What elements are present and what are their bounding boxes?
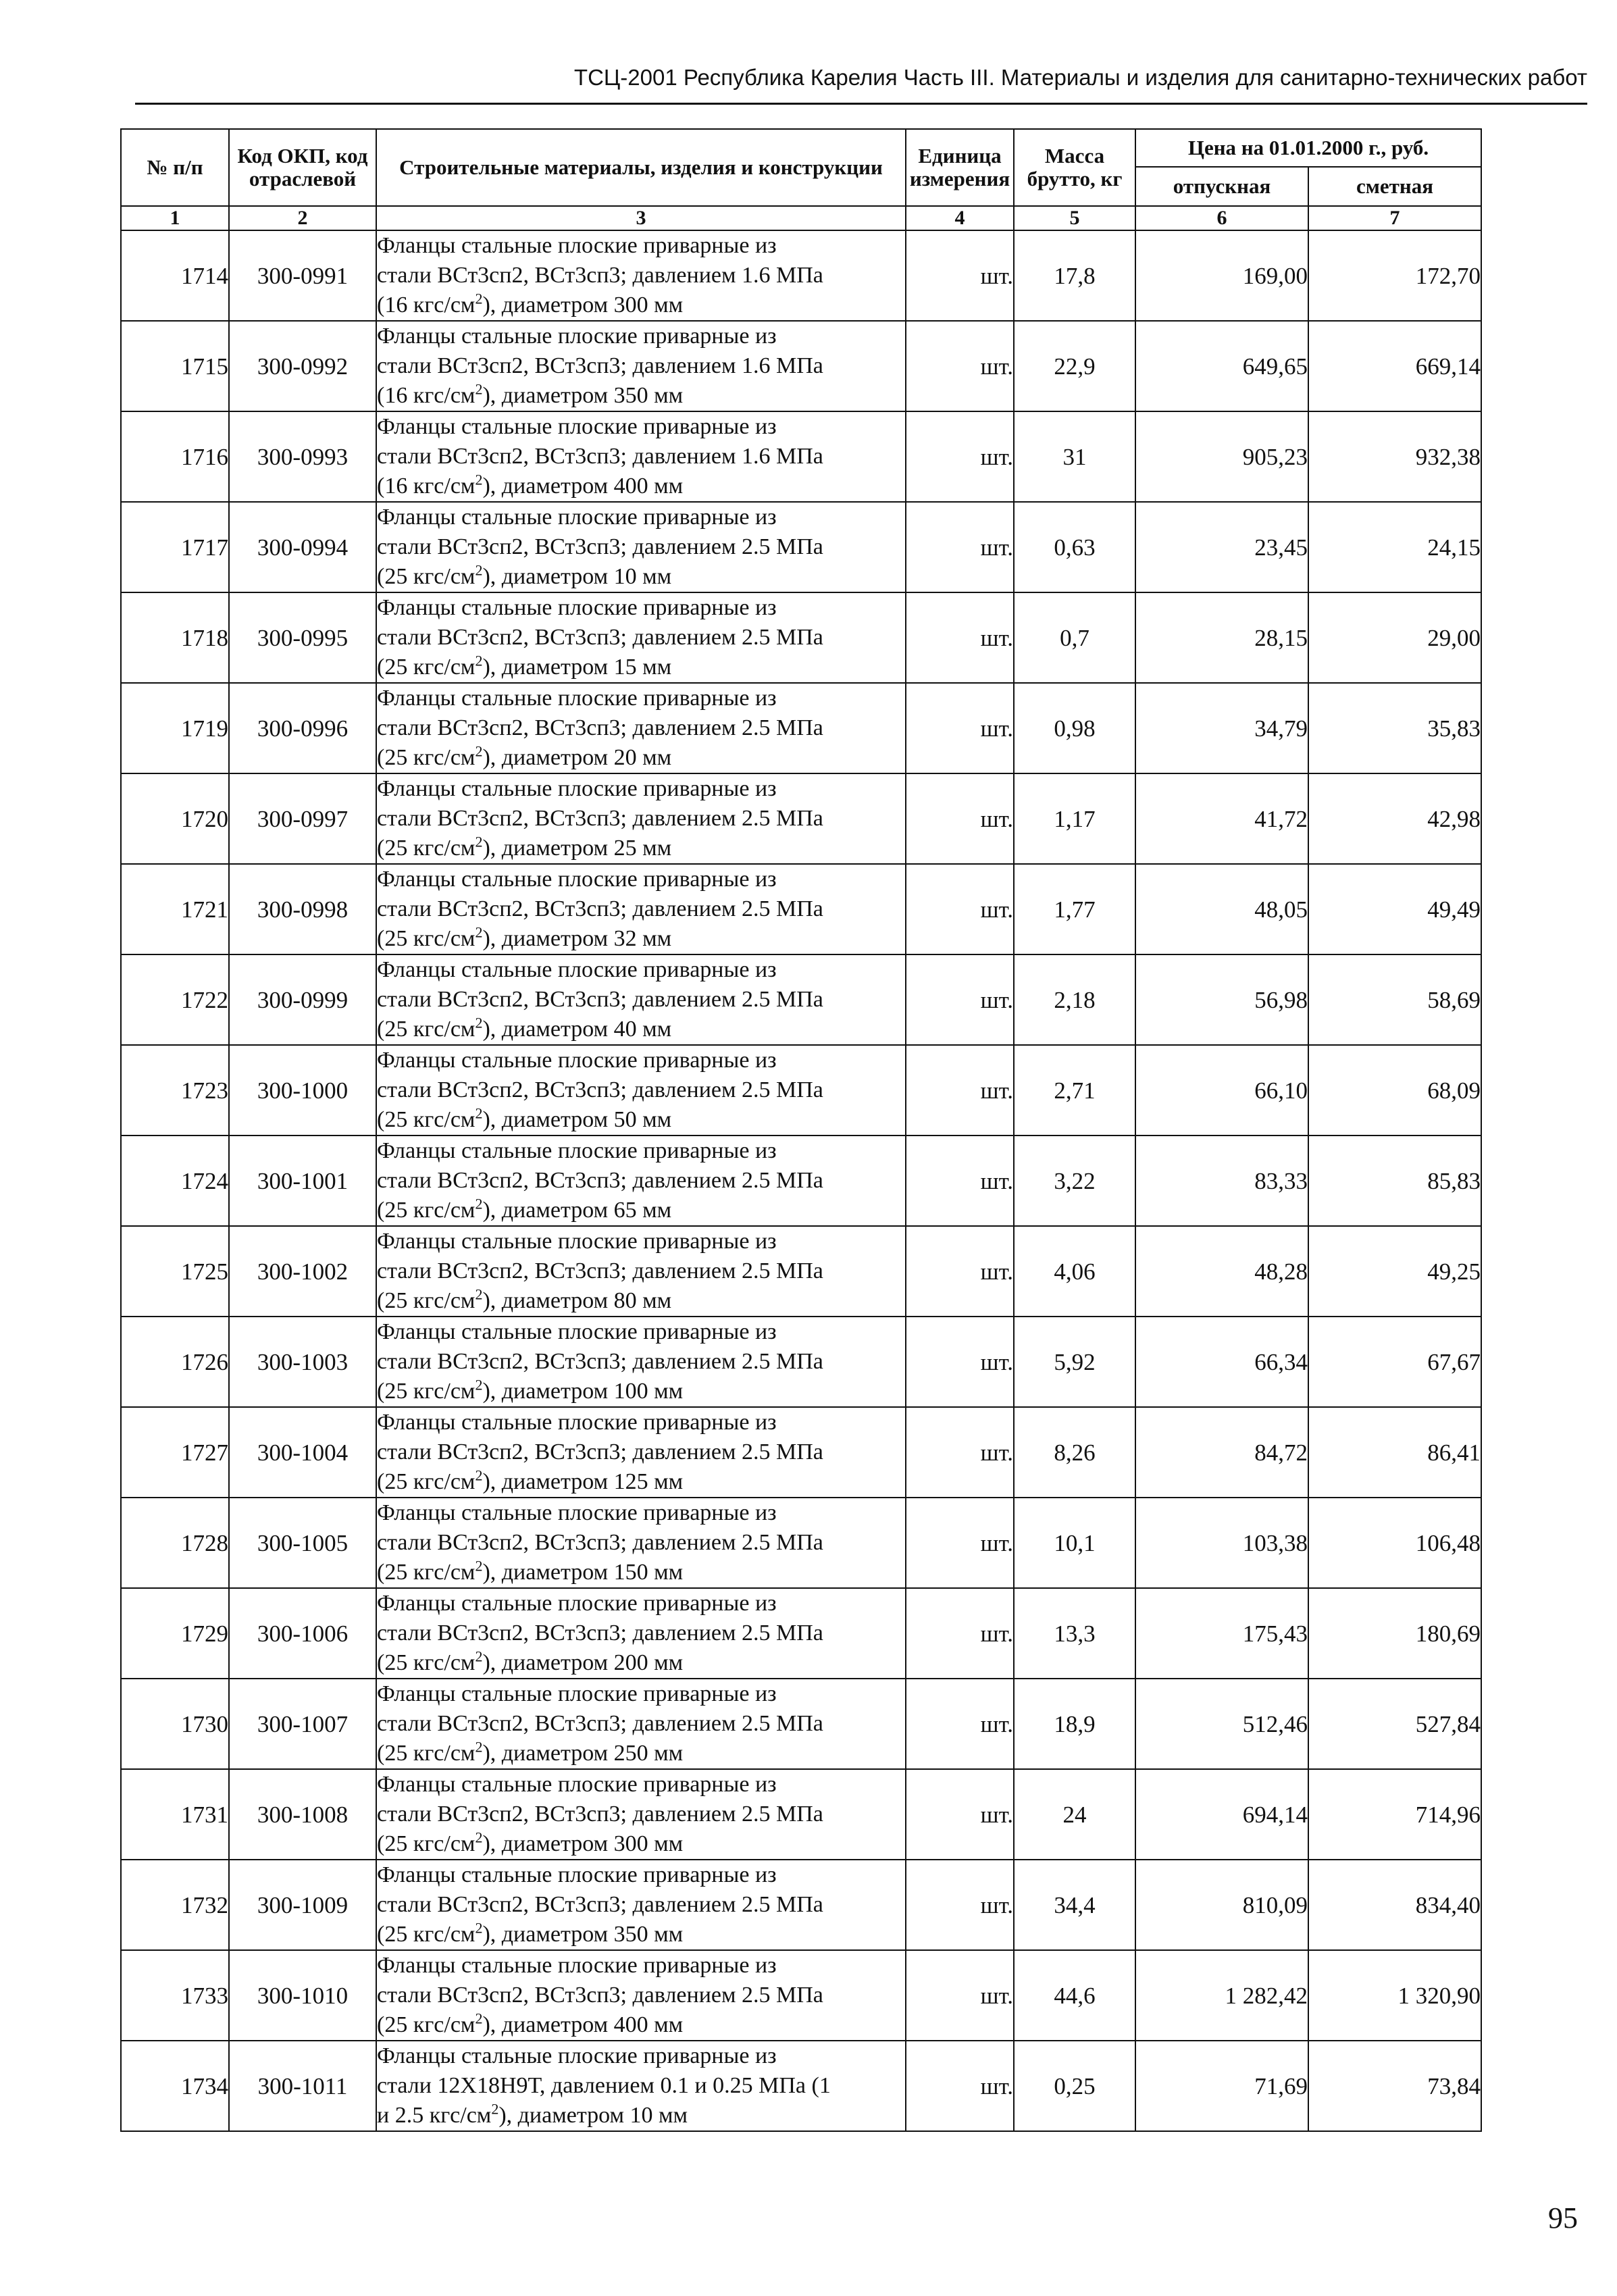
desc-line-2: стали ВСт3сп2, ВСт3сп3; давлением 1.6 МПа — [377, 263, 823, 288]
desc-line-3-end: ), диаметром 350 мм — [482, 1922, 684, 1947]
desc-line-2: стали ВСт3сп2, ВСт3сп3; давлением 2.5 МПа — [377, 1349, 823, 1374]
row-price-release: 71,69 — [1135, 2041, 1308, 2131]
row-num: 1727 — [121, 1407, 229, 1498]
superscript: 2 — [475, 1466, 483, 1484]
row-num: 1715 — [121, 321, 229, 411]
desc-line-3-end: ), диаметром 100 мм — [482, 1379, 684, 1404]
row-price-estimate: 172,70 — [1308, 230, 1481, 321]
row-price-release: 694,14 — [1135, 1769, 1308, 1860]
desc-line-2: стали ВСт3сп2, ВСт3сп3; давлением 1.6 МПа — [377, 353, 823, 378]
desc-line-3-end: ), диаметром 50 мм — [482, 1107, 672, 1132]
table-row — [121, 864, 1481, 954]
desc-line-1: Фланцы стальные плоские приварные из — [377, 1229, 777, 1254]
desc-line-3: и 2.5 кгс/см — [377, 2103, 492, 2128]
row-num: 1719 — [121, 683, 229, 773]
row-price-release: 512,46 — [1135, 1679, 1308, 1769]
table-row — [121, 1317, 1481, 1407]
row-unit: шт. — [906, 954, 1014, 1045]
desc-line-3-end: ), диаметром 125 мм — [482, 1469, 684, 1494]
row-mass: 34,4 — [1014, 1860, 1135, 1950]
row-description — [376, 502, 906, 592]
desc-line-3-end: ), диаметром 80 мм — [482, 1288, 672, 1313]
row-mass: 0,98 — [1014, 683, 1135, 773]
row-description — [376, 592, 906, 683]
table-row — [121, 1226, 1481, 1317]
row-mass: 8,26 — [1014, 1407, 1135, 1498]
column-number: 3 — [376, 206, 906, 230]
row-num: 1728 — [121, 1498, 229, 1588]
desc-line-1: Фланцы стальные плоские приварные из — [377, 414, 777, 439]
row-unit: шт. — [906, 1769, 1014, 1860]
desc-line-3: (25 кгс/см — [377, 1288, 476, 1313]
desc-line-3: (25 кгс/см — [377, 1107, 476, 1132]
row-code: 300-1011 — [229, 2041, 376, 2131]
header-num: № п/п — [121, 129, 229, 206]
header-name: Строительные материалы, изделия и конструкции — [376, 129, 906, 206]
table-row — [121, 954, 1481, 1045]
row-code: 300-0995 — [229, 592, 376, 683]
desc-line-1: Фланцы стальные плоские приварные из — [377, 686, 777, 711]
row-price-estimate: 86,41 — [1308, 1407, 1481, 1498]
superscript: 2 — [475, 2010, 483, 2027]
desc-line-3: (25 кгс/см — [377, 1017, 476, 1042]
desc-line-2: стали ВСт3сп2, ВСт3сп3; давлением 2.5 МПа — [377, 1168, 823, 1193]
superscript: 2 — [491, 2100, 499, 2118]
desc-line-1: Фланцы стальные плоские приварные из — [377, 1500, 777, 1525]
desc-line-2: стали ВСт3сп2, ВСт3сп3; давлением 2.5 МПа — [377, 896, 823, 921]
header-code: Код ОКП, код отраслевой — [229, 129, 376, 206]
desc-line-3: (16 кгс/см — [377, 474, 476, 499]
row-unit: шт. — [906, 1136, 1014, 1226]
row-mass: 1,77 — [1014, 864, 1135, 954]
row-description — [376, 1860, 906, 1950]
row-num: 1722 — [121, 954, 229, 1045]
header-price-release: отпускная — [1135, 167, 1308, 206]
row-unit: шт. — [906, 592, 1014, 683]
row-price-release: 28,15 — [1135, 592, 1308, 683]
row-description — [376, 954, 906, 1045]
superscript: 2 — [475, 923, 483, 941]
row-description — [376, 2041, 906, 2131]
desc-line-3: (25 кгс/см — [377, 1741, 476, 1766]
row-code: 300-0996 — [229, 683, 376, 773]
row-price-release: 48,05 — [1135, 864, 1308, 954]
desc-line-3: (25 кгс/см — [377, 1650, 476, 1675]
desc-line-2: стали ВСт3сп2, ВСт3сп3; давлением 2.5 МПа — [377, 534, 823, 559]
row-price-estimate: 73,84 — [1308, 2041, 1481, 2131]
desc-line-3: (25 кгс/см — [377, 2012, 476, 2037]
row-price-release: 41,72 — [1135, 773, 1308, 864]
desc-line-3-end: ), диаметром 350 мм — [482, 383, 684, 408]
row-price-estimate: 932,38 — [1308, 411, 1481, 502]
row-unit: шт. — [906, 230, 1014, 321]
row-mass: 31 — [1014, 411, 1135, 502]
table-row — [121, 321, 1481, 411]
desc-line-3: (25 кгс/см — [377, 1831, 476, 1856]
row-description — [376, 1317, 906, 1407]
column-number: 6 — [1135, 206, 1308, 230]
row-mass: 10,1 — [1014, 1498, 1135, 1588]
desc-line-3-end: ), диаметром 32 мм — [482, 926, 672, 951]
desc-line-3: (25 кгс/см — [377, 926, 476, 951]
desc-line-1: Фланцы стальные плоские приварные из — [377, 1410, 777, 1435]
row-unit: шт. — [906, 1498, 1014, 1588]
row-mass: 18,9 — [1014, 1679, 1135, 1769]
superscript: 2 — [475, 742, 483, 760]
table-row — [121, 1588, 1481, 1679]
row-unit: шт. — [906, 1950, 1014, 2041]
table-row — [121, 1769, 1481, 1860]
row-price-release: 66,34 — [1135, 1317, 1308, 1407]
row-mass: 0,63 — [1014, 502, 1135, 592]
superscript: 2 — [475, 1557, 483, 1575]
row-description — [376, 683, 906, 773]
desc-line-3: (25 кгс/см — [377, 1379, 476, 1404]
desc-line-3: (25 кгс/см — [377, 1560, 476, 1585]
row-code: 300-0999 — [229, 954, 376, 1045]
desc-line-1: Фланцы стальные плоские приварные из — [377, 1138, 777, 1163]
row-mass: 2,18 — [1014, 954, 1135, 1045]
row-code: 300-0992 — [229, 321, 376, 411]
row-price-release: 175,43 — [1135, 1588, 1308, 1679]
superscript: 2 — [475, 1376, 483, 1394]
row-num: 1714 — [121, 230, 229, 321]
desc-line-2: стали ВСт3сп2, ВСт3сп3; давлением 2.5 МПа — [377, 1258, 823, 1283]
row-unit: шт. — [906, 1045, 1014, 1136]
desc-line-3: (25 кгс/см — [377, 1469, 476, 1494]
desc-line-2: стали ВСт3сп2, ВСт3сп3; давлением 1.6 МПа — [377, 444, 823, 469]
superscript: 2 — [475, 1014, 483, 1031]
row-code: 300-1000 — [229, 1045, 376, 1136]
row-description — [376, 1136, 906, 1226]
row-code: 300-0998 — [229, 864, 376, 954]
row-price-estimate: 29,00 — [1308, 592, 1481, 683]
row-description — [376, 1226, 906, 1317]
row-num: 1730 — [121, 1679, 229, 1769]
desc-line-3-end: ), диаметром 400 мм — [482, 2012, 684, 2037]
desc-line-3-end: ), диаметром 150 мм — [482, 1560, 684, 1585]
row-description — [376, 864, 906, 954]
desc-line-1: Фланцы стальные плоские приварные из — [377, 2043, 777, 2068]
row-num: 1721 — [121, 864, 229, 954]
row-price-release: 56,98 — [1135, 954, 1308, 1045]
superscript: 2 — [475, 1285, 483, 1303]
row-mass: 17,8 — [1014, 230, 1135, 321]
row-unit: шт. — [906, 1679, 1014, 1769]
row-price-estimate: 42,98 — [1308, 773, 1481, 864]
desc-line-2: стали ВСт3сп2, ВСт3сп3; давлением 2.5 МПа — [377, 1077, 823, 1102]
row-code: 300-0993 — [229, 411, 376, 502]
row-code: 300-0991 — [229, 230, 376, 321]
row-price-estimate: 67,67 — [1308, 1317, 1481, 1407]
desc-line-3: (25 кгс/см — [377, 564, 476, 589]
desc-line-2: стали ВСт3сп2, ВСт3сп3; давлением 2.5 МПа — [377, 1711, 823, 1736]
running-header — [135, 61, 1587, 105]
desc-line-3-end: ), диаметром 300 мм — [482, 292, 684, 317]
row-unit: шт. — [906, 2041, 1014, 2131]
row-mass: 13,3 — [1014, 1588, 1135, 1679]
row-num: 1716 — [121, 411, 229, 502]
row-price-estimate: 834,40 — [1308, 1860, 1481, 1950]
table-row — [121, 1860, 1481, 1950]
table-row — [121, 1136, 1481, 1226]
desc-line-2: стали ВСт3сп2, ВСт3сп3; давлением 2.5 МПа — [377, 715, 823, 740]
superscript: 2 — [475, 1104, 483, 1122]
desc-line-1: Фланцы стальные плоские приварные из — [377, 324, 777, 349]
header-price-estimate: сметная — [1308, 167, 1481, 206]
row-code: 300-1005 — [229, 1498, 376, 1588]
desc-line-2: стали ВСт3сп2, ВСт3сп3; давлением 2.5 МПа — [377, 1892, 823, 1917]
row-price-estimate: 49,49 — [1308, 864, 1481, 954]
superscript: 2 — [475, 1648, 483, 1665]
desc-line-1: Фланцы стальные плоские приварные из — [377, 957, 777, 982]
row-mass: 4,06 — [1014, 1226, 1135, 1317]
desc-line-3-end: ), диаметром 40 мм — [482, 1017, 672, 1042]
header-title: ТСЦ-2001 Республика Карелия Часть III. Материалы и изделия для санитарно-технических работ — [573, 65, 1587, 90]
desc-line-3-end: ), диаметром 15 мм — [482, 655, 672, 680]
desc-line-1: Фланцы стальные плоские приварные из — [377, 1681, 777, 1706]
desc-line-3-end: ), диаметром 200 мм — [482, 1650, 684, 1675]
table-row — [121, 592, 1481, 683]
desc-line-3-end: ), диаметром 10 мм — [498, 2103, 688, 2128]
row-price-estimate: 35,83 — [1308, 683, 1481, 773]
desc-line-2: стали ВСт3сп2, ВСт3сп3; давлением 2.5 МПа — [377, 1621, 823, 1646]
table-row — [121, 1950, 1481, 2041]
row-mass: 5,92 — [1014, 1317, 1135, 1407]
superscript: 2 — [475, 380, 483, 398]
desc-line-3: (25 кгс/см — [377, 836, 476, 861]
desc-line-3: (25 кгс/см — [377, 745, 476, 770]
column-number: 7 — [1308, 206, 1481, 230]
row-price-estimate: 24,15 — [1308, 502, 1481, 592]
desc-line-3: (25 кгс/см — [377, 655, 476, 680]
table-row — [121, 1045, 1481, 1136]
row-num: 1717 — [121, 502, 229, 592]
row-code: 300-1001 — [229, 1136, 376, 1226]
table-body — [121, 230, 1481, 2131]
row-price-estimate: 85,83 — [1308, 1136, 1481, 1226]
desc-line-2: стали ВСт3сп2, ВСт3сп3; давлением 2.5 МПа — [377, 625, 823, 650]
superscript: 2 — [475, 471, 483, 488]
column-number: 2 — [229, 206, 376, 230]
row-code: 300-0997 — [229, 773, 376, 864]
row-num: 1733 — [121, 1950, 229, 2041]
row-unit: шт. — [906, 683, 1014, 773]
row-description — [376, 1679, 906, 1769]
desc-line-1: Фланцы стальные плоские приварные из — [377, 1772, 777, 1797]
column-number: 1 — [121, 206, 229, 230]
row-code: 300-1007 — [229, 1679, 376, 1769]
row-mass: 22,9 — [1014, 321, 1135, 411]
row-unit: шт. — [906, 1317, 1014, 1407]
row-description — [376, 1498, 906, 1588]
desc-line-2: стали ВСт3сп2, ВСт3сп3; давлением 2.5 МПа — [377, 1530, 823, 1555]
desc-line-2: стали 12Х18Н9Т, давлением 0.1 и 0.25 МПа (1 — [377, 2073, 831, 2098]
row-price-release: 34,79 — [1135, 683, 1308, 773]
desc-line-1: Фланцы стальные плоские приварные из — [377, 1591, 777, 1616]
desc-line-1: Фланцы стальные плоские приварные из — [377, 1319, 777, 1344]
row-unit: шт. — [906, 502, 1014, 592]
superscript: 2 — [475, 833, 483, 850]
row-description — [376, 773, 906, 864]
superscript: 2 — [475, 561, 483, 579]
row-price-release: 23,45 — [1135, 502, 1308, 592]
row-mass: 1,17 — [1014, 773, 1135, 864]
row-description — [376, 1588, 906, 1679]
row-mass: 0,25 — [1014, 2041, 1135, 2131]
desc-line-3: (16 кгс/см — [377, 292, 476, 317]
row-unit: шт. — [906, 1588, 1014, 1679]
table-row — [121, 411, 1481, 502]
row-price-release: 905,23 — [1135, 411, 1308, 502]
header-mass: Масса брутто, кг — [1014, 129, 1135, 206]
row-code: 300-1002 — [229, 1226, 376, 1317]
table-row — [121, 230, 1481, 321]
desc-line-3: (25 кгс/см — [377, 1922, 476, 1947]
superscript: 2 — [475, 1195, 483, 1213]
desc-line-1: Фланцы стальные плоские приварные из — [377, 776, 777, 801]
row-description — [376, 1407, 906, 1498]
row-mass: 3,22 — [1014, 1136, 1135, 1226]
row-num: 1718 — [121, 592, 229, 683]
desc-line-3-end: ), диаметром 400 мм — [482, 474, 684, 499]
superscript: 2 — [475, 290, 483, 307]
desc-line-3: (25 кгс/см — [377, 1198, 476, 1223]
row-code: 300-1008 — [229, 1769, 376, 1860]
row-price-release: 83,33 — [1135, 1136, 1308, 1226]
row-price-estimate: 180,69 — [1308, 1588, 1481, 1679]
desc-line-1: Фланцы стальные плоские приварные из — [377, 595, 777, 620]
superscript: 2 — [475, 652, 483, 669]
row-unit: шт. — [906, 1860, 1014, 1950]
desc-line-2: стали ВСт3сп2, ВСт3сп3; давлением 2.5 МПа — [377, 1802, 823, 1827]
row-code: 300-1009 — [229, 1860, 376, 1950]
desc-line-2: стали ВСт3сп2, ВСт3сп3; давлением 2.5 МПа — [377, 1439, 823, 1464]
table-row — [121, 1498, 1481, 1588]
header-price-group: Цена на 01.01.2000 г., руб. — [1135, 129, 1481, 167]
desc-line-1: Фланцы стальные плоские приварные из — [377, 867, 777, 892]
row-code: 300-0994 — [229, 502, 376, 592]
row-description — [376, 230, 906, 321]
desc-line-2: стали ВСт3сп2, ВСт3сп3; давлением 2.5 МПа — [377, 806, 823, 831]
desc-line-1: Фланцы стальные плоские приварные из — [377, 1953, 777, 1978]
row-price-release: 810,09 — [1135, 1860, 1308, 1950]
row-price-release: 48,28 — [1135, 1226, 1308, 1317]
row-num: 1723 — [121, 1045, 229, 1136]
row-unit: шт. — [906, 411, 1014, 502]
row-mass: 24 — [1014, 1769, 1135, 1860]
row-code: 300-1004 — [229, 1407, 376, 1498]
row-unit: шт. — [906, 321, 1014, 411]
row-num: 1734 — [121, 2041, 229, 2131]
desc-line-1: Фланцы стальные плоские приварные из — [377, 233, 777, 258]
column-number: 5 — [1014, 206, 1135, 230]
page-number: 95 — [1548, 2201, 1578, 2235]
superscript: 2 — [475, 1919, 483, 1937]
row-price-estimate: 527,84 — [1308, 1679, 1481, 1769]
row-price-release: 103,38 — [1135, 1498, 1308, 1588]
row-price-estimate: 68,09 — [1308, 1045, 1481, 1136]
row-code: 300-1006 — [229, 1588, 376, 1679]
row-num: 1720 — [121, 773, 229, 864]
row-description — [376, 1769, 906, 1860]
row-unit: шт. — [906, 1407, 1014, 1498]
desc-line-3: (16 кгс/см — [377, 383, 476, 408]
row-price-estimate: 714,96 — [1308, 1769, 1481, 1860]
desc-line-3-end: ), диаметром 25 мм — [482, 836, 672, 861]
row-description — [376, 411, 906, 502]
table-row — [121, 502, 1481, 592]
row-price-release: 649,65 — [1135, 321, 1308, 411]
desc-line-3-end: ), диаметром 250 мм — [482, 1741, 684, 1766]
row-description — [376, 1045, 906, 1136]
desc-line-3-end: ), диаметром 20 мм — [482, 745, 672, 770]
row-num: 1729 — [121, 1588, 229, 1679]
row-price-estimate: 669,14 — [1308, 321, 1481, 411]
price-table — [120, 128, 1482, 2132]
desc-line-1: Фланцы стальные плоские приварные из — [377, 505, 777, 530]
row-code: 300-1003 — [229, 1317, 376, 1407]
row-description — [376, 321, 906, 411]
row-price-release: 84,72 — [1135, 1407, 1308, 1498]
desc-line-3-end: ), диаметром 300 мм — [482, 1831, 684, 1856]
desc-line-1: Фланцы стальные плоские приварные из — [377, 1048, 777, 1073]
table-row — [121, 773, 1481, 864]
header-unit: Единица измерения — [906, 129, 1014, 206]
row-num: 1732 — [121, 1860, 229, 1950]
row-num: 1731 — [121, 1769, 229, 1860]
row-price-release: 169,00 — [1135, 230, 1308, 321]
row-description — [376, 1950, 906, 2041]
table-row — [121, 2041, 1481, 2131]
row-price-estimate: 49,25 — [1308, 1226, 1481, 1317]
row-mass: 44,6 — [1014, 1950, 1135, 2041]
row-price-estimate: 58,69 — [1308, 954, 1481, 1045]
desc-line-2: стали ВСт3сп2, ВСт3сп3; давлением 2.5 МПа — [377, 1983, 823, 2008]
row-num: 1725 — [121, 1226, 229, 1317]
row-price-estimate: 1 320,90 — [1308, 1950, 1481, 2041]
row-mass: 0,7 — [1014, 592, 1135, 683]
row-unit: шт. — [906, 773, 1014, 864]
desc-line-2: стали ВСт3сп2, ВСт3сп3; давлением 2.5 МПа — [377, 987, 823, 1012]
row-unit: шт. — [906, 864, 1014, 954]
row-mass: 2,71 — [1014, 1045, 1135, 1136]
row-price-estimate: 106,48 — [1308, 1498, 1481, 1588]
row-num: 1726 — [121, 1317, 229, 1407]
row-price-release: 66,10 — [1135, 1045, 1308, 1136]
table-row — [121, 1679, 1481, 1769]
row-price-release: 1 282,42 — [1135, 1950, 1308, 2041]
superscript: 2 — [475, 1738, 483, 1756]
table-row — [121, 683, 1481, 773]
superscript: 2 — [475, 1829, 483, 1846]
column-number: 4 — [906, 206, 1014, 230]
table-row — [121, 1407, 1481, 1498]
desc-line-3-end: ), диаметром 65 мм — [482, 1198, 672, 1223]
row-unit: шт. — [906, 1226, 1014, 1317]
row-num: 1724 — [121, 1136, 229, 1226]
row-code: 300-1010 — [229, 1950, 376, 2041]
desc-line-1: Фланцы стальные плоские приварные из — [377, 1862, 777, 1887]
desc-line-3-end: ), диаметром 10 мм — [482, 564, 672, 589]
